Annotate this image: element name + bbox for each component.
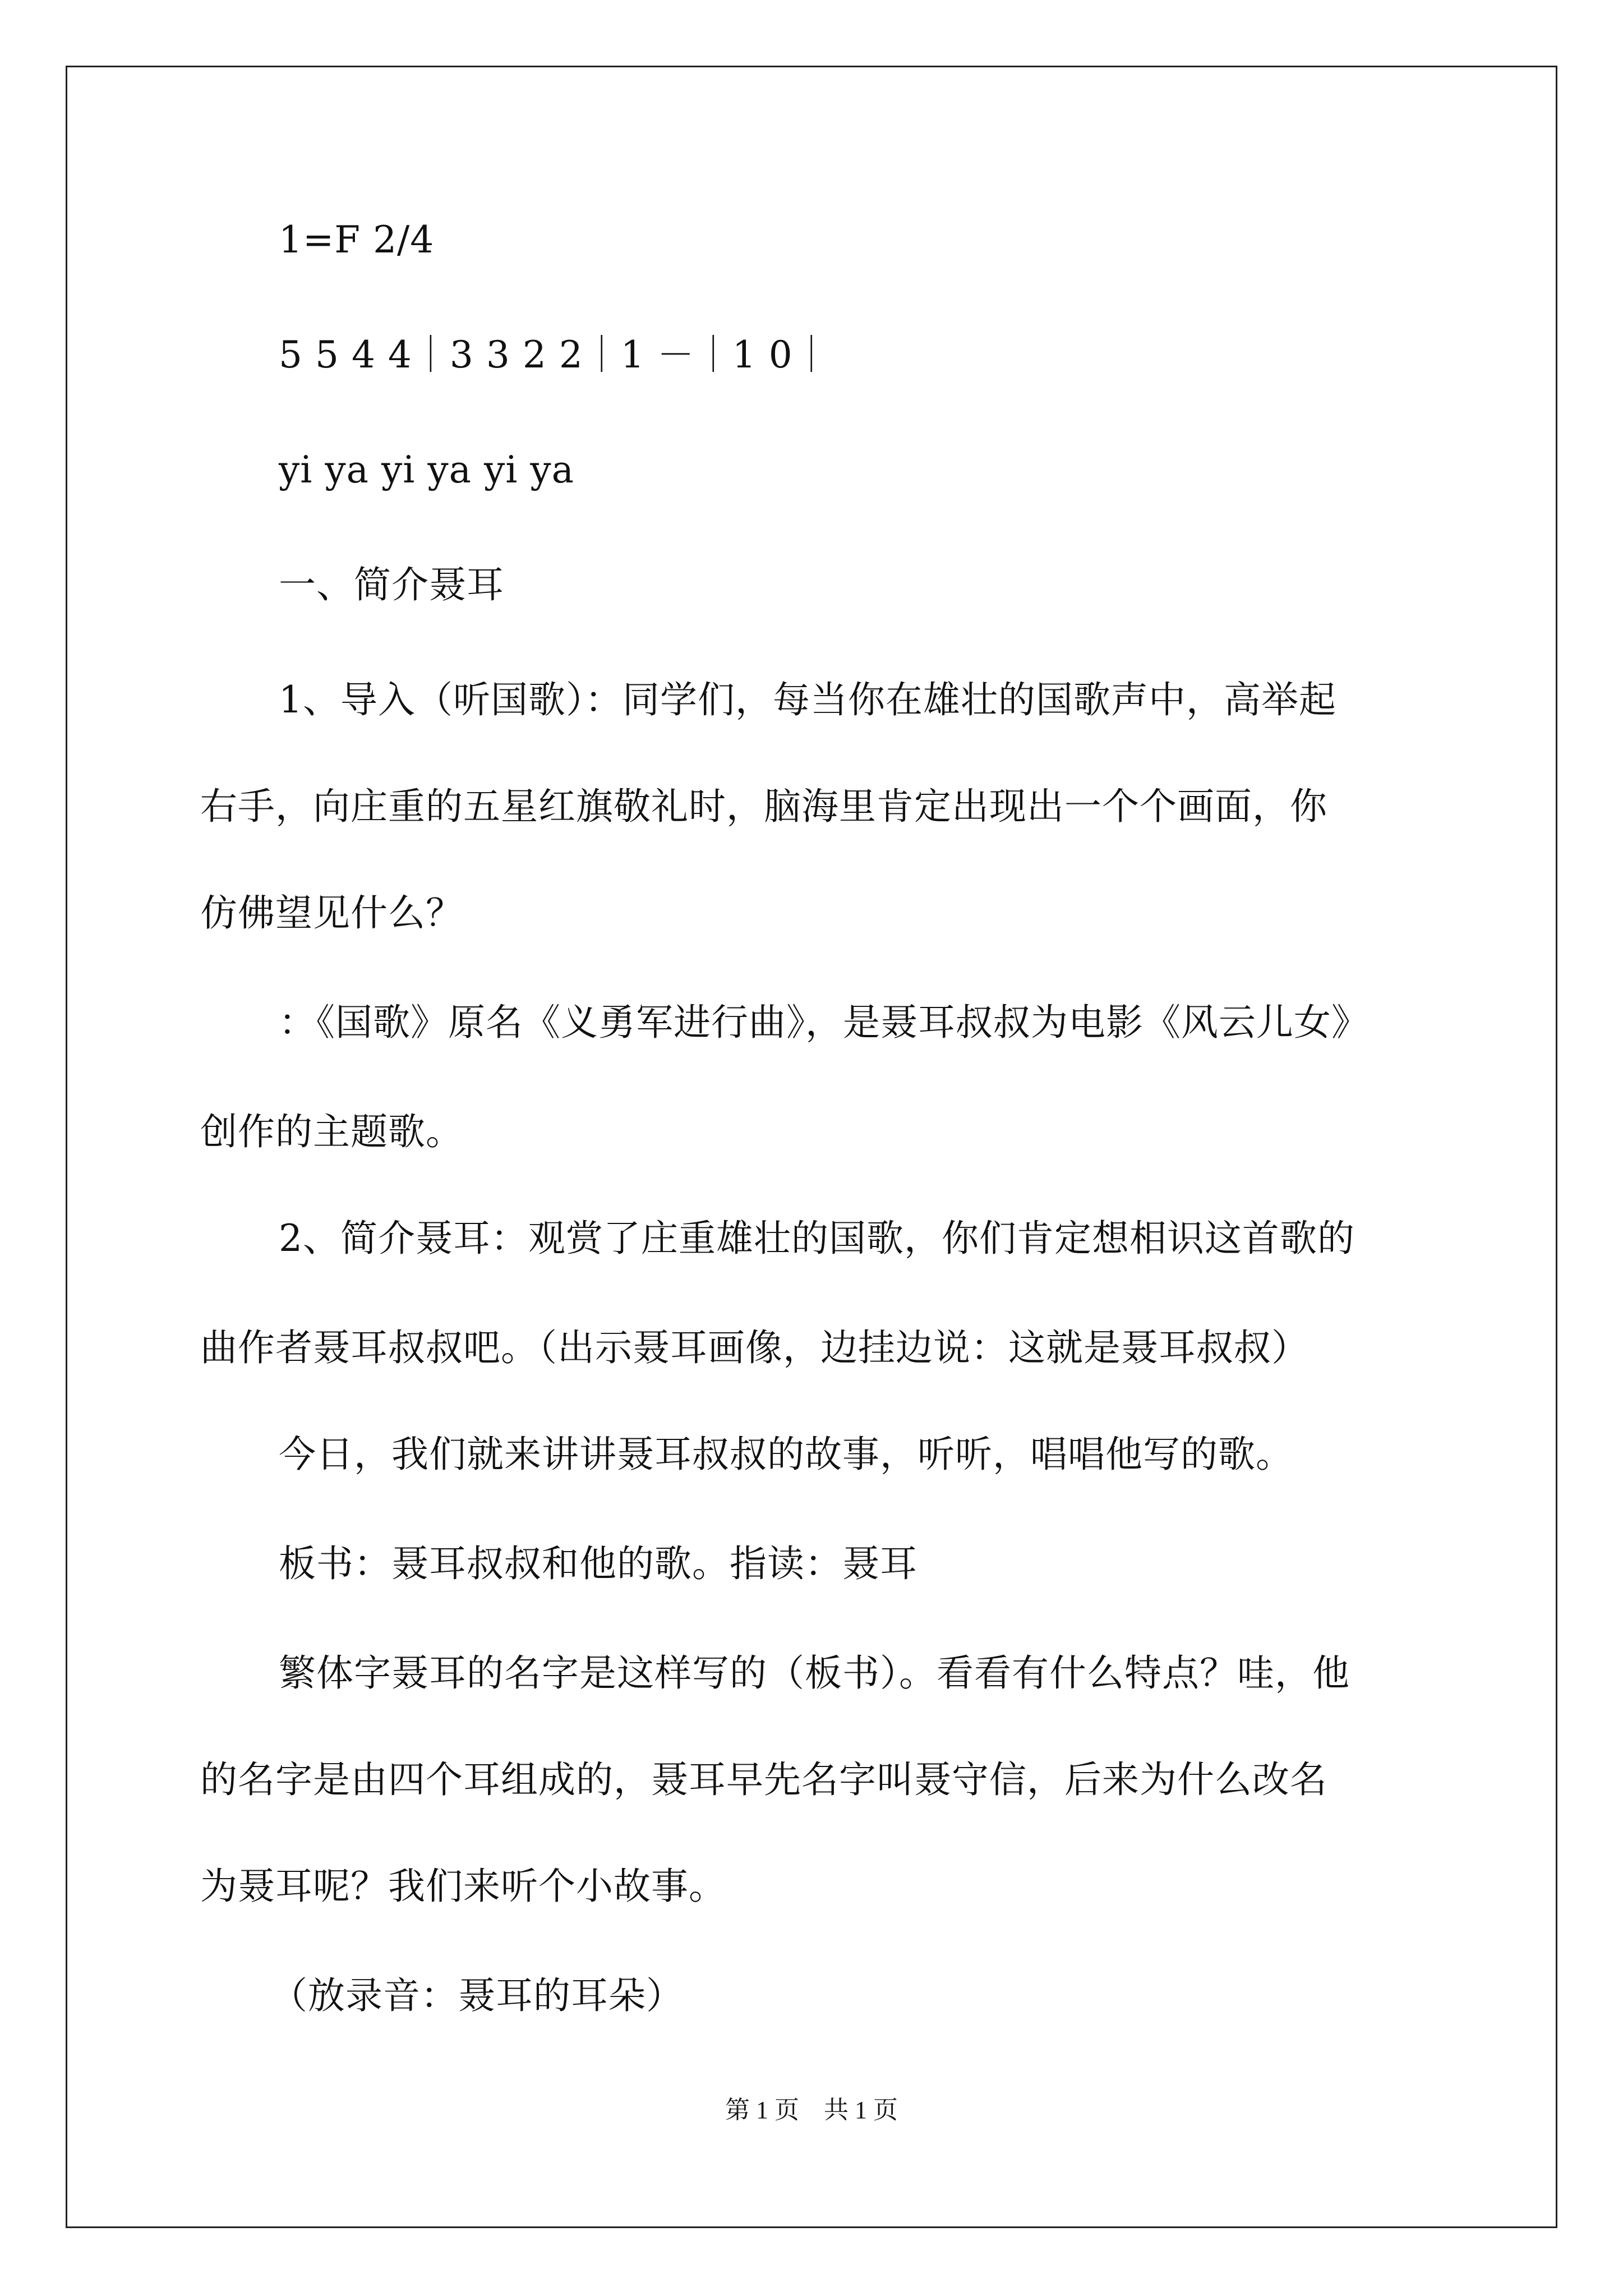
page-number: 第 1 页 共 1 页 (725, 2096, 898, 2124)
paragraph-line: 仿佛望见什么？ (200, 891, 463, 935)
paragraph-line: （放录音：聂耳的耳朵） (270, 1974, 684, 2017)
notation-line: 5 5 4 4｜3 3 2 2｜1 －｜1 0｜ (279, 333, 831, 376)
section-heading: 一、简介聂耳 (279, 563, 504, 606)
paragraph-line: 2、简介聂耳：观赏了庄重雄壮的国歌，你们肯定想相识这首歌的 (279, 1217, 1355, 1260)
paragraph-line: 1、导入（听国歌）：同学们，每当你在雄壮的国歌声中，高举起 (279, 678, 1336, 721)
lyrics-line: yi ya yi ya yi ya (279, 448, 574, 491)
paragraph-line: 右手，向庄重的五星红旗敬礼时，脑海里肯定出现出一个个画面，你 (200, 785, 1327, 828)
paragraph-line: 创作的主题歌。 (200, 1110, 463, 1153)
key-signature-line: 1=F 2/4 (279, 218, 435, 261)
paragraph-line: 为聂耳呢？我们来听个小故事。 (200, 1865, 726, 1908)
paragraph-line: 板书：聂耳叔叔和他的歌。指读：聂耳 (279, 1542, 917, 1585)
paragraph-line: 今日，我们就来讲讲聂耳叔叔的故事，听听，唱唱他写的歌。 (279, 1433, 1293, 1476)
paragraph-line: 繁体字聂耳的名字是这样写的（板书）。看看有什么特点？哇，他 (279, 1651, 1350, 1695)
paragraph-line: 的名字是由四个耳组成的，聂耳早先名字叫聂守信，后来为什么改名 (200, 1758, 1327, 1801)
paragraph-line: 曲作者聂耳叔叔吧。（出示聂耳画像，边挂边说：这就是聂耳叔叔） (200, 1326, 1309, 1369)
paragraph-line: ：《国歌》原名《义勇军进行曲》，是聂耳叔叔为电影《风云儿女》 (279, 1001, 1369, 1044)
